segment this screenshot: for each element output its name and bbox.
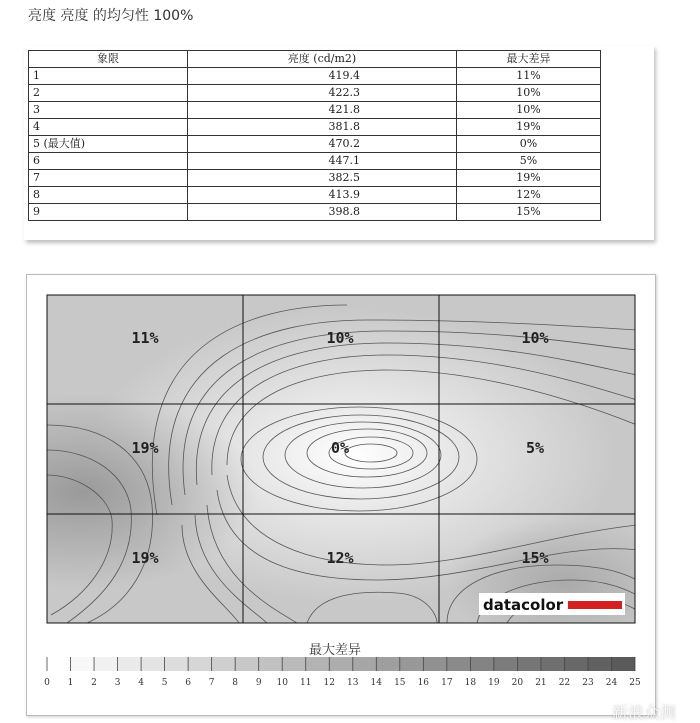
- cell-luminance: 382.5: [188, 170, 457, 187]
- legend-swatch: [376, 657, 400, 671]
- legend-swatch: [447, 657, 471, 671]
- cell-luminance: 419.4: [188, 68, 457, 85]
- legend-tick-label: 8: [232, 678, 239, 688]
- header-max-diff: 最大差异: [457, 51, 601, 68]
- legend-swatch: [564, 657, 588, 671]
- cell-luminance: 447.1: [188, 153, 457, 170]
- legend-swatch: [165, 657, 189, 671]
- legend-scale: [44, 657, 641, 688]
- luminance-table-card: [24, 46, 654, 240]
- legend-swatch: [94, 657, 118, 671]
- table-row: [29, 170, 601, 187]
- cell-luminance: 381.8: [188, 119, 457, 136]
- cell-luminance: 470.2: [188, 136, 457, 153]
- legend-tick-label: 0: [44, 678, 50, 688]
- cell-quadrant: 5 (最大值): [29, 136, 188, 153]
- legend-swatch: [611, 657, 635, 671]
- cell-diff: 10%: [457, 85, 601, 102]
- legend-tick-label: 13: [347, 678, 359, 688]
- quadrant-label: 19%: [131, 549, 159, 567]
- legend-tick-label: 5: [161, 678, 168, 688]
- cell-quadrant: 2: [29, 85, 188, 102]
- legend-tick-label: 10: [276, 678, 288, 688]
- table-row: [29, 153, 601, 170]
- quadrant-label: 11%: [131, 329, 159, 347]
- legend-tick-label: 9: [255, 678, 262, 688]
- legend-swatch: [141, 657, 165, 671]
- legend-tick-label: 12: [323, 678, 335, 688]
- legend-swatch: [494, 657, 518, 671]
- legend-tick-label: 6: [185, 678, 191, 688]
- legend-swatch: [588, 657, 612, 671]
- cell-quadrant: 6: [29, 153, 188, 170]
- table-row: [29, 68, 601, 85]
- legend-title: 最大差异: [309, 643, 362, 658]
- legend-swatch: [400, 657, 424, 671]
- legend-tick-label: 14: [370, 678, 383, 688]
- cell-luminance: 421.8: [188, 102, 457, 119]
- cell-diff: 19%: [457, 170, 601, 187]
- datacolor-logo: [479, 593, 625, 615]
- legend-tick-label: 4: [138, 678, 144, 688]
- uniformity-map-card: [26, 274, 656, 716]
- legend-tick-label: 19: [488, 678, 500, 688]
- legend-swatch: [306, 657, 330, 671]
- legend-swatch: [470, 657, 494, 671]
- quadrant-label: 15%: [521, 549, 549, 567]
- legend-swatch: [47, 657, 71, 671]
- table-row: [29, 119, 601, 136]
- cell-luminance: 398.8: [188, 204, 457, 221]
- cell-quadrant: 8: [29, 187, 188, 204]
- cell-diff: 10%: [457, 102, 601, 119]
- legend-tick-label: 15: [394, 678, 406, 688]
- legend-tick-label: 17: [441, 678, 453, 688]
- cell-diff: 5%: [457, 153, 601, 170]
- cell-luminance: 413.9: [188, 187, 457, 204]
- legend-tick-label: 3: [114, 678, 121, 688]
- cell-quadrant: 1: [29, 68, 188, 85]
- legend-tick-label: 21: [535, 678, 547, 688]
- logo-red-bar: [568, 601, 622, 609]
- logo-text: datacolor: [483, 596, 564, 614]
- legend-tick-label: 11: [299, 678, 312, 688]
- legend-tick-label: 23: [582, 678, 594, 688]
- legend-tick-label: 1: [67, 678, 74, 688]
- legend-swatch: [212, 657, 236, 671]
- cell-quadrant: 3: [29, 102, 188, 119]
- table-header-row: [29, 51, 601, 68]
- header-luminance: 亮度 (cd/m2): [188, 51, 457, 68]
- quadrant-label: 10%: [326, 329, 354, 347]
- table-row: [29, 136, 601, 153]
- cell-quadrant: 4: [29, 119, 188, 136]
- legend-swatch: [282, 657, 306, 671]
- legend-tick-label: 24: [605, 678, 618, 688]
- legend-swatch: [235, 657, 259, 671]
- quadrant-label: 19%: [131, 439, 159, 457]
- legend-tick-label: 16: [417, 678, 430, 688]
- cell-diff: 11%: [457, 68, 601, 85]
- legend-swatch: [118, 657, 142, 671]
- table-row: [29, 85, 601, 102]
- table-row: [29, 204, 601, 221]
- cell-diff: 15%: [457, 204, 601, 221]
- legend-tick-label: 22: [558, 678, 571, 688]
- legend-swatch: [353, 657, 377, 671]
- legend-tick-label: 7: [208, 678, 215, 688]
- legend-swatch: [329, 657, 353, 671]
- table-row: [29, 102, 601, 119]
- watermark: 新浪众测: [612, 703, 677, 722]
- legend-swatch: [541, 657, 565, 671]
- legend-swatch: [517, 657, 541, 671]
- quadrant-label: 5%: [525, 439, 545, 457]
- legend-swatch: [71, 657, 95, 671]
- cell-diff: 12%: [457, 187, 601, 204]
- legend-tick-label: 2: [91, 678, 97, 688]
- quadrant-label: 0%: [330, 439, 350, 457]
- cell-quadrant: 9: [29, 204, 188, 221]
- legend-tick-label: 18: [464, 678, 477, 688]
- legend-swatch: [423, 657, 447, 671]
- cell-diff: 19%: [457, 119, 601, 136]
- legend-tick-label: 20: [511, 678, 524, 688]
- table-row: [29, 187, 601, 204]
- header-quadrant: 象限: [29, 51, 188, 68]
- cell-quadrant: 7: [29, 170, 188, 187]
- quadrant-label: 12%: [326, 549, 354, 567]
- cell-luminance: 422.3: [188, 85, 457, 102]
- cell-diff: 0%: [457, 136, 601, 153]
- page-title: 亮度 亮度 的均匀性 100%: [28, 8, 194, 24]
- legend-swatch: [188, 657, 212, 671]
- legend-swatch: [259, 657, 283, 671]
- luminance-table: [28, 50, 601, 221]
- legend-tick-label: 25: [629, 678, 641, 688]
- quadrant-label: 10%: [521, 329, 549, 347]
